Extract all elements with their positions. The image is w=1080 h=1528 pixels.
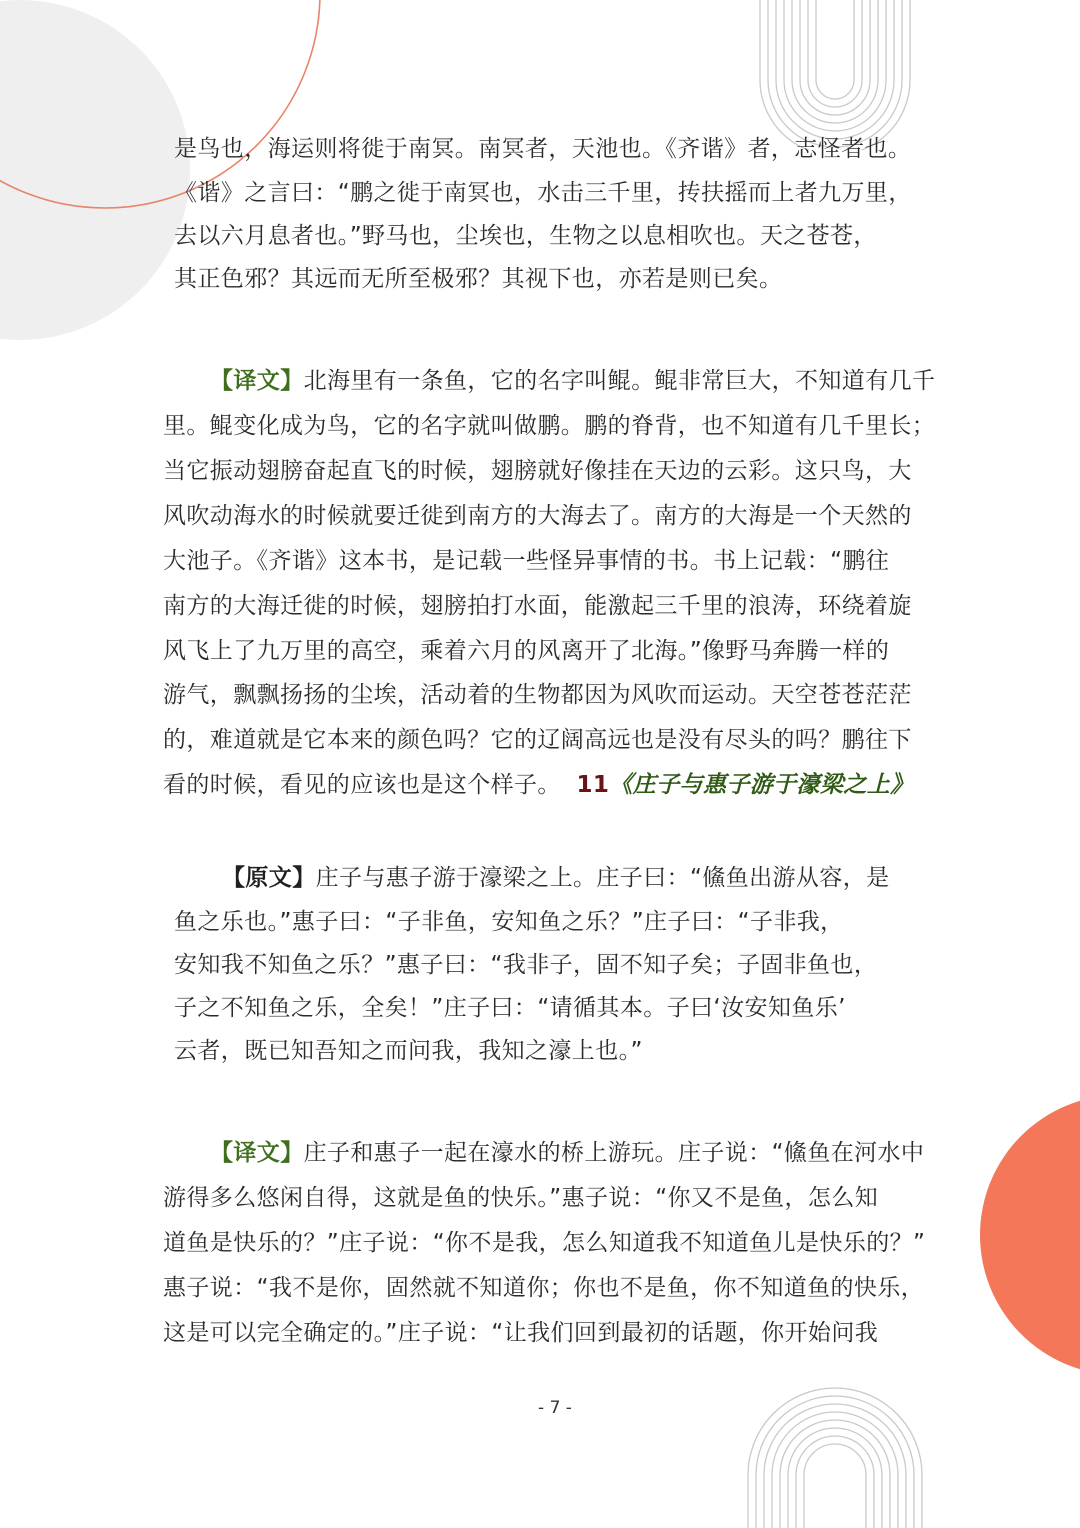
text-line: 北海里有一条鱼，它的名字叫鲲。鲲非常巨大，不知道有几千 <box>303 368 936 394</box>
text-line: 去以六月息者也。”野马也，尘埃也，生物之以息相吹也。天之苍苍， <box>174 223 877 249</box>
text-line: 游得多么悠闲自得，这就是鱼的快乐。”惠子说：“你又不是鱼，怎么知 <box>163 1185 879 1211</box>
text-line: 当它振动翅膀奋起直飞的时候，翅膀就好像挂在天边的云彩。这只鸟，大 <box>163 458 912 484</box>
text-line: 庄子与惠子游于濠梁之上。庄子曰：“鯈鱼出游从容，是 <box>315 865 890 891</box>
text-line: 风飞上了九万里的高空，乘着六月的风离开了北海。”像野马奔腾一样的 <box>163 638 890 664</box>
text-line: 游气，飘飘扬扬的尘埃，活动着的生物都因为风吹而运动。天空苍苍茫茫 <box>163 682 912 708</box>
translation-label: 【译文】 <box>210 368 304 394</box>
section-number: 11 <box>576 772 610 798</box>
text-line: 南方的大海迁徙的时候，翅膀拍打水面，能激起三千里的浪涛，环绕着旋 <box>163 593 912 619</box>
text-line: 道鱼是快乐的？”庄子说：“你不是我，怎么知道我不知道鱼儿是快乐的？” <box>163 1230 926 1256</box>
text-line: 《谐》之言曰：“鹏之徙于南冥也，水击三千里，抟扶摇而上者九万里， <box>174 180 912 206</box>
text-line: 安知我不知鱼之乐？”惠子曰：“我非子，固不知子矣；子固非鱼也， <box>174 952 878 978</box>
decoration-right-coral-circle <box>980 1090 1080 1390</box>
text-line: 的，难道就是它本来的颜色吗？它的辽阔高远也是没有尽头的吗？鹏往下 <box>163 727 912 753</box>
text-line: 惠子说：“我不是你，固然就不知道你；你也不是鱼，你不知道鱼的快乐， <box>163 1275 925 1301</box>
text-line: 子之不知鱼之乐，全矣！”庄子曰：“请循其本。子曰‘汝安知鱼乐’ <box>174 995 846 1021</box>
section-title: 《庄子与惠子游于濠梁之上》 <box>609 772 914 798</box>
translation-label: 【译文】 <box>210 1140 304 1166</box>
text-line: 里。鲲变化成为鸟，它的名字就叫做鹏。鹏的脊背，也不知道有几千里长； <box>163 413 936 439</box>
text-line: 庄子和惠子一起在濠水的桥上游玩。庄子说：“鯈鱼在河水中 <box>303 1140 925 1166</box>
text-line: 大池子。《齐谐》这本书，是记载一些怪异事情的书。书上记载：“鹏往 <box>163 548 890 574</box>
original-label: 【原文】 <box>222 865 316 891</box>
text-line: 鱼之乐也。”惠子曰：“子非鱼，安知鱼之乐？”庄子曰：“子非我， <box>174 909 844 935</box>
text-line: 这是可以完全确定的。”庄子说：“让我们回到最初的话题，你开始问我 <box>163 1320 879 1346</box>
text-line: 其正色邪？其远而无所至极邪？其视下也，亦若是则已矣。 <box>174 266 783 292</box>
page-number: - 7 - <box>538 1398 572 1418</box>
text-line: 云者，既已知吾知之而问我，我知之濠上也。” <box>174 1038 643 1064</box>
text-line: 风吹动海水的时候就要迁徙到南方的大海去了。南方的大海是一个天然的 <box>163 503 912 529</box>
text-line: 是鸟也，海运则将徙于南冥。南冥者，天池也。《齐谐》者，志怪者也。 <box>174 136 912 162</box>
text-line: 看的时候，看见的应该也是这个样子。 <box>163 772 561 798</box>
decoration-top-right-arches <box>750 0 920 150</box>
